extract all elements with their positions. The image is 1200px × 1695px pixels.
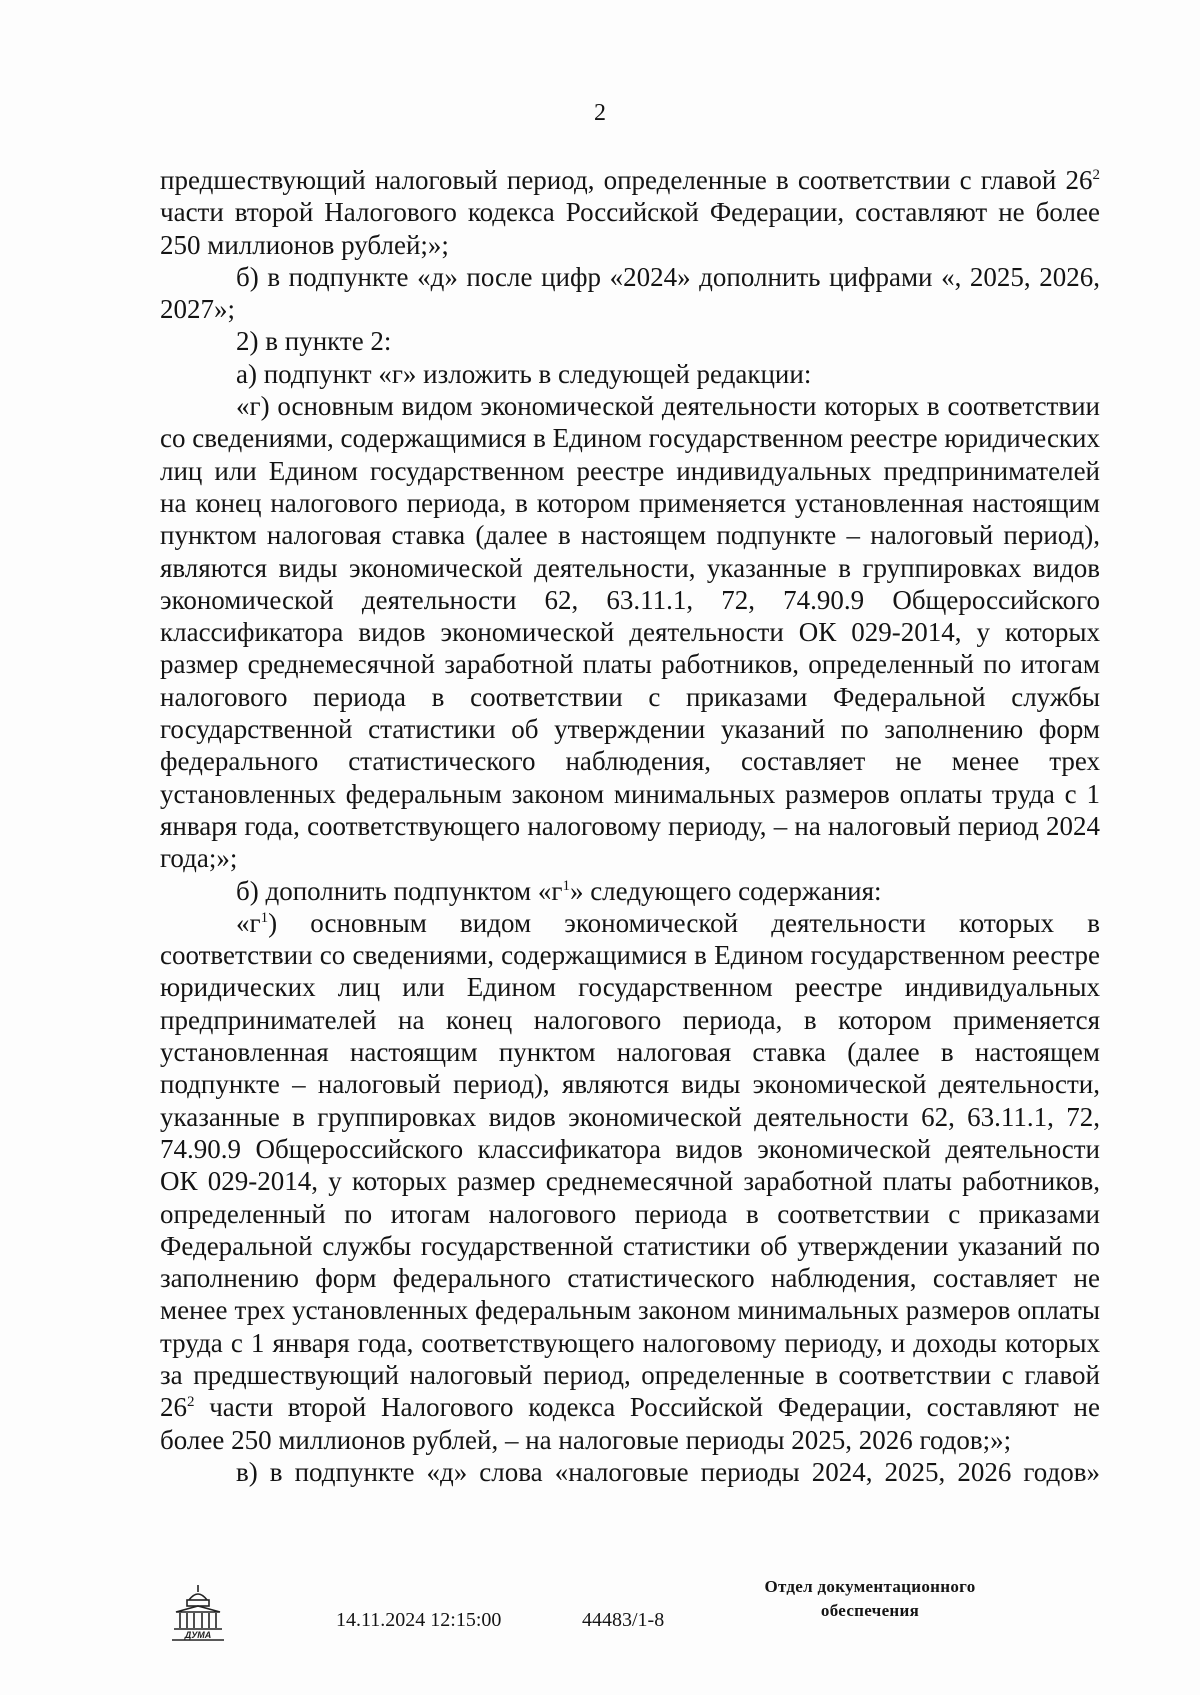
superscript: 1: [562, 877, 570, 894]
paragraph-quote-g: «г) основным видом экономической деятельности которых в соответствии со сведениями, содержащимися в Едином государственном реестре юридических лиц или Едином государственном реестре индивидуальных предпринимателей на конец налогового периода, в котором применяется установленная настоящим пунктом налоговая ставка (далее в настоящем подпункте – налоговый период), являются виды экономической деятельности, указанные в группировках видов экономической деятельности 62, 63.11.1, 72, 74.90.9 Общероссийского классификатора видов экономической деятельности ОК 029-2014, у которых размер среднемесячной заработной платы работников, определенный по итогам налогового периода в соответствии с приказами Федеральной службы государственной статистики об утверждении указаний по заполнению форм федерального статистического наблюдения, составляет не менее трех установленных федеральным законом минимальных размеров оплаты труда с 1 января года, соответствующего налоговому периоду, – на налоговый период 2024 года;»;: [160, 391, 1100, 874]
emblem-text: ДУМА: [184, 1630, 212, 1640]
footer-department: [700, 1575, 1040, 1623]
paragraph-text: части второй Налогового кодекса Российской Федерации, составляют не более 250 миллионов рублей;»;: [160, 197, 1100, 260]
superscript: 2: [1092, 167, 1100, 183]
paragraph-text: предшествующий налоговый период, определенные в соответствии с главой 26: [160, 165, 1093, 195]
paragraph-text: части второй Налогового кодекса Российской Федерации, составляют не более 250 миллионов рублей, – на налоговые периоды 2025, 2026 годов;»;: [160, 1392, 1100, 1455]
paragraph-subitem-a: а) подпункт «г» изложить в следующей редакции:: [236, 358, 812, 389]
paragraph-subitem-b-add: [160, 875, 1100, 907]
footer-department-line2: обеспечения: [820, 1601, 920, 1620]
paragraph-continuation: [160, 164, 1100, 261]
paragraph-subitem-v: в) в подпункте «д» слова «налоговые периоды 2024, 2025, 2026 годов»: [236, 1456, 1100, 1487]
footer-doc-id: 44483/1-8: [582, 1609, 665, 1631]
duma-building-icon: [168, 1582, 228, 1642]
document-body: [160, 164, 1100, 1488]
superscript: 2: [187, 1394, 195, 1411]
paragraph-text: б) дополнить подпунктом «г: [236, 875, 563, 906]
paragraph-text: ) основным видом экономической деятельности которых в соответствии со сведениями, содержащимися в Едином государственном реестре юридических лиц или Едином государственном реестре индивидуальных предпринимателей на конец налогового периода, в котором применяется установленная настоящим пунктом налоговая ставка (далее в настоящем подпункте – налоговый период), являются виды экономической деятельности, указанные в группировках видов экономической деятельности 62, 63.11.1, 72, 74.90.9 Общероссийского классификатора видов экономической деятельности ОК 029-2014, у которых размер среднемесячной заработной платы работников, определенный по итогам налогового периода в соответствии с приказами Федеральной службы государственной статистики об утверждении указаний по заполнению форм федерального статистического наблюдения, составляет не менее трех установленных федеральным законом минимальных размеров оплаты труда с 1 января года, соответствующего налоговому периоду, и доходы которых за предшествующий налоговый период, определенные в соответствии с главой 26: [160, 907, 1100, 1423]
page-number: 2: [594, 100, 606, 126]
paragraph-text: » следующего содержания:: [569, 875, 882, 906]
paragraph-quote-g1: [160, 907, 1100, 1456]
paragraph-point-2: 2) в пункте 2:: [236, 326, 392, 357]
paragraph-text: «г: [236, 907, 261, 938]
superscript: 1: [260, 909, 269, 926]
footer-department-line1: Отдел документационного: [764, 1577, 976, 1596]
paragraph-subitem-b: б) в подпункте «д» после цифр «2024» дополнить цифрами «, 2025, 2026, 2027»;: [160, 261, 1100, 325]
footer-timestamp: 14.11.2024 12:15:00: [336, 1609, 502, 1631]
